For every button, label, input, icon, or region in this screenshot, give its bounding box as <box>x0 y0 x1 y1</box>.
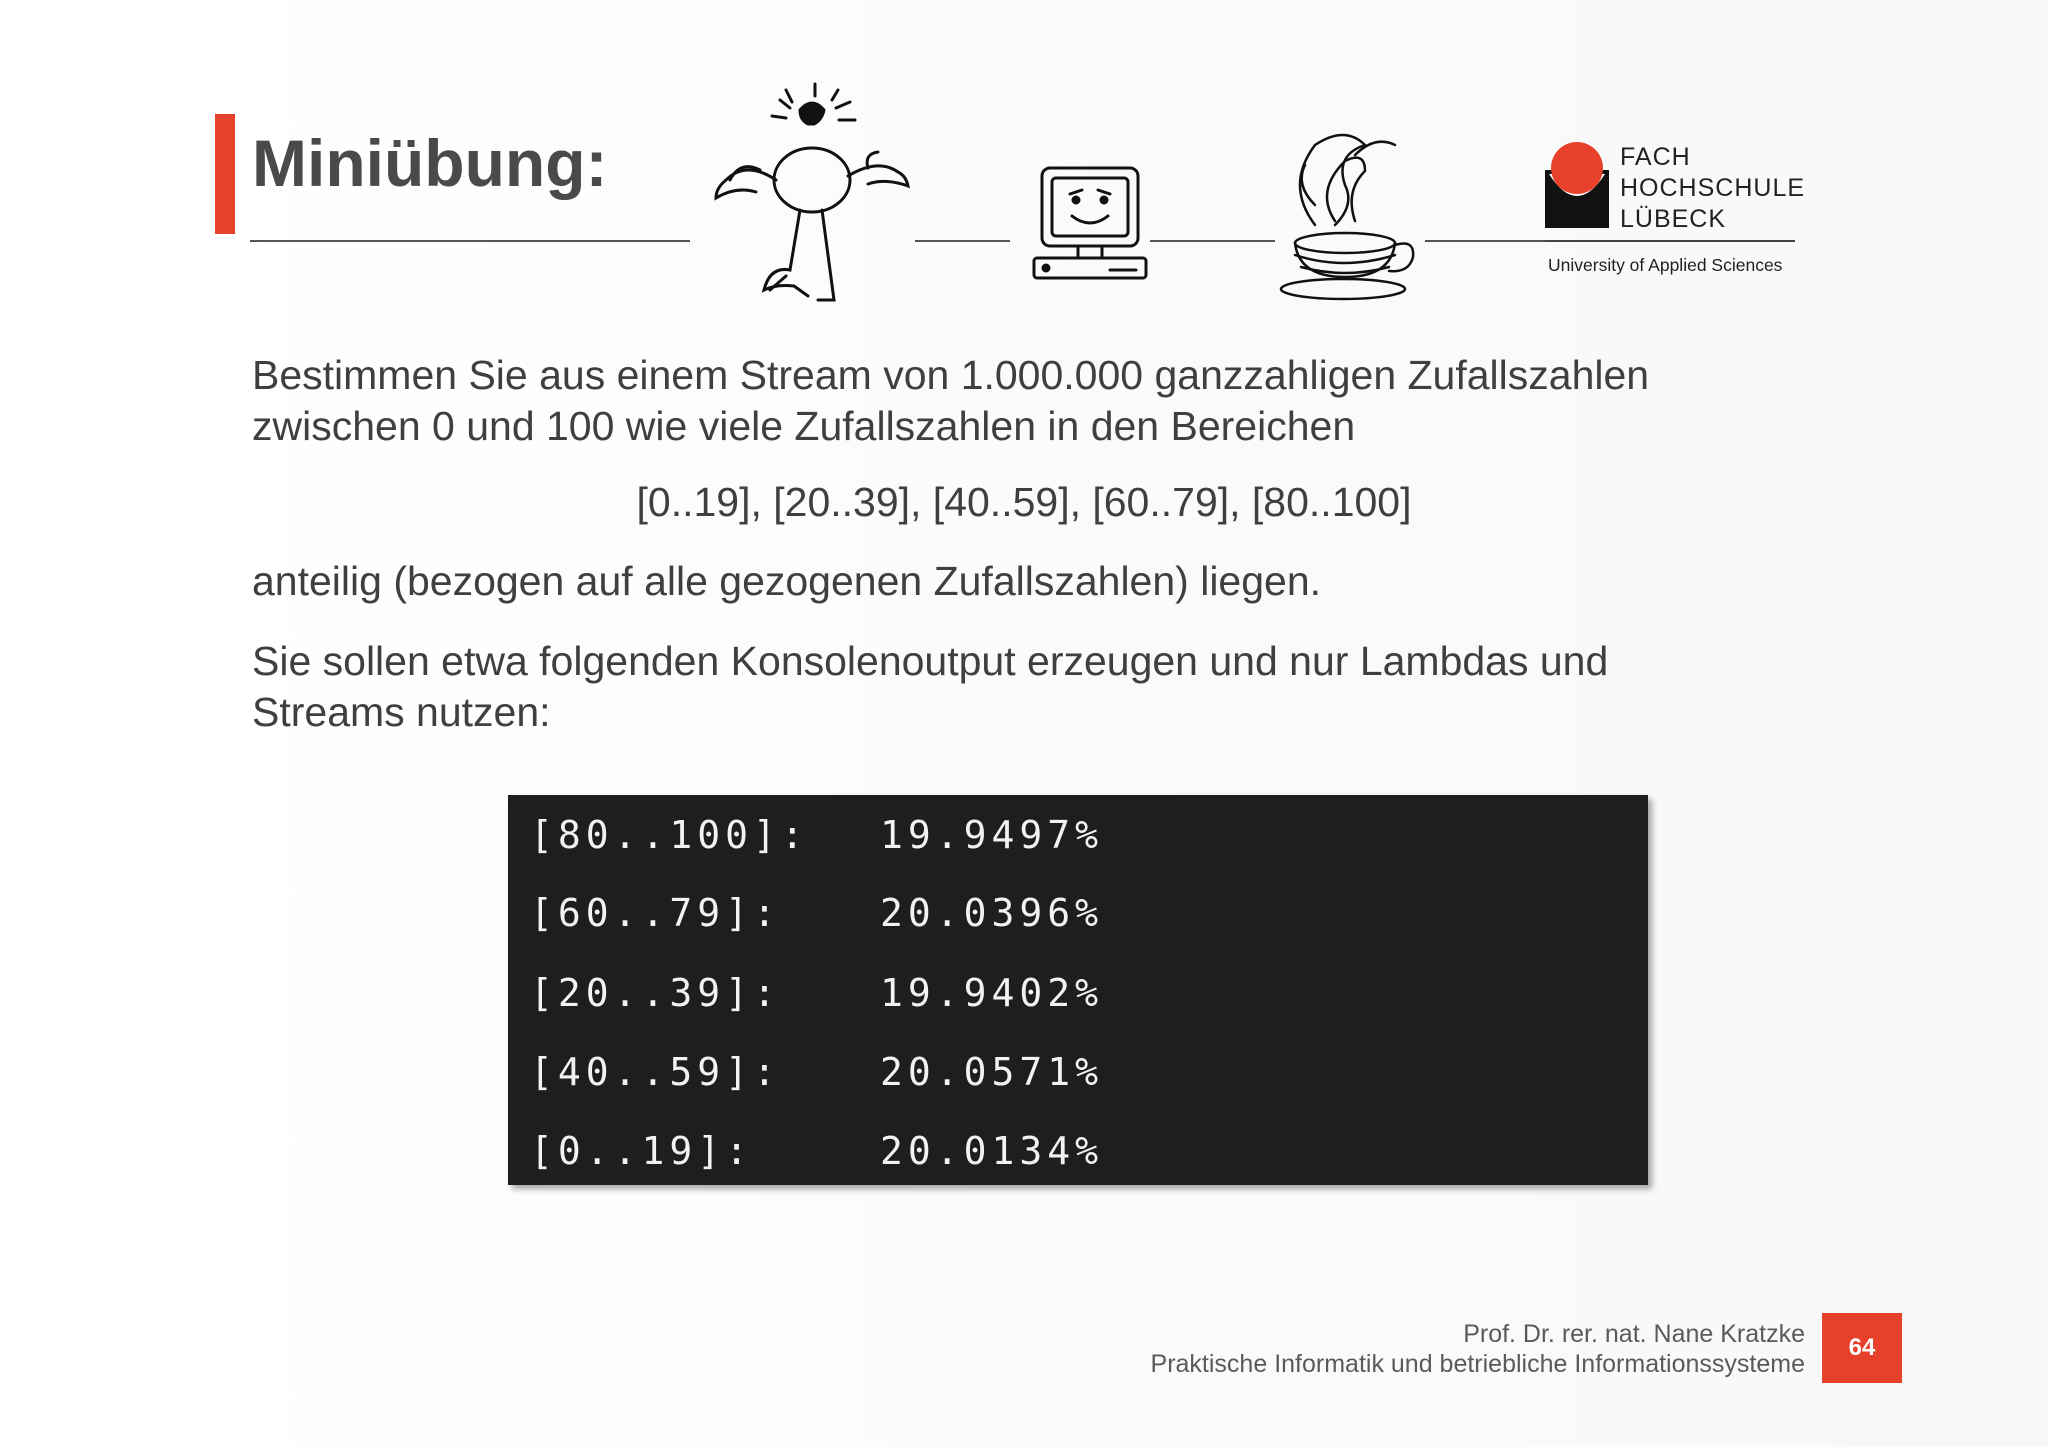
ranges-text: [0..19], [20..39], [40..59], [60..79], [80..100] <box>636 479 1412 525</box>
task-proportion-text: anteilig (bezogen auf alle gezogenen Zufallszahlen) liegen. <box>252 558 1322 604</box>
logo-subtitle: University of Applied Sciences <box>1548 255 1783 275</box>
console-value: 20.0134% <box>880 1129 1104 1173</box>
title-accent-bar <box>215 114 235 234</box>
idea-figure-icon <box>690 80 930 320</box>
logo-rule <box>1545 240 1795 242</box>
page-number-badge: 64 <box>1822 1313 1902 1383</box>
title-rule-4 <box>1425 240 1550 242</box>
logo-line: LÜBECK <box>1620 205 1727 233</box>
task-intro-text <box>252 350 1649 452</box>
console-row <box>530 1129 1103 1173</box>
console-value: 20.0396% <box>880 891 1104 935</box>
console-range: [40..59]: <box>530 1050 781 1094</box>
computer-icon <box>1030 160 1150 285</box>
logo-line: FACH <box>1620 143 1691 171</box>
console-output <box>508 795 1648 1185</box>
console-row <box>530 891 1103 935</box>
console-row <box>530 813 1103 857</box>
footer-author: Prof. Dr. rer. nat. Nane Kratzke <box>1463 1320 1805 1348</box>
task-constraint-line: Sie sollen etwa folgenden Konsolenoutput erzeugen und nur Lambdas und Streams nutzen: <box>252 638 1609 735</box>
console-range: [80..100]: <box>530 813 809 857</box>
title-rule-1 <box>250 240 690 242</box>
console-range: [0..19]: <box>530 1129 754 1173</box>
logo-text <box>1620 142 1805 235</box>
console-value: 19.9497% <box>880 813 1104 857</box>
console-row <box>530 1050 1103 1094</box>
footer-course: Praktische Informatik und betriebliche Informationssysteme <box>1150 1350 1805 1378</box>
fh-luebeck-logo-icon <box>1545 140 1609 228</box>
console-range: [20..39]: <box>530 971 781 1015</box>
title-rule-3 <box>1150 240 1275 242</box>
console-row <box>530 971 1103 1015</box>
task-constraint-text <box>252 636 1608 738</box>
logo-line: HOCHSCHULE <box>1620 174 1806 202</box>
task-intro-line: Bestimmen Sie aus einem Stream von 1.000.000 ganzzahligen Zufallszahlen zwischen 0 und 100 wie viele Zufallszahlen in den Bereichen <box>252 352 1650 449</box>
slide-title: Miniübung: <box>252 126 608 200</box>
console-value: 19.9402% <box>880 971 1104 1015</box>
java-cup-icon <box>1275 125 1425 305</box>
console-value: 20.0571% <box>880 1050 1104 1094</box>
console-range: [60..79]: <box>530 891 781 935</box>
